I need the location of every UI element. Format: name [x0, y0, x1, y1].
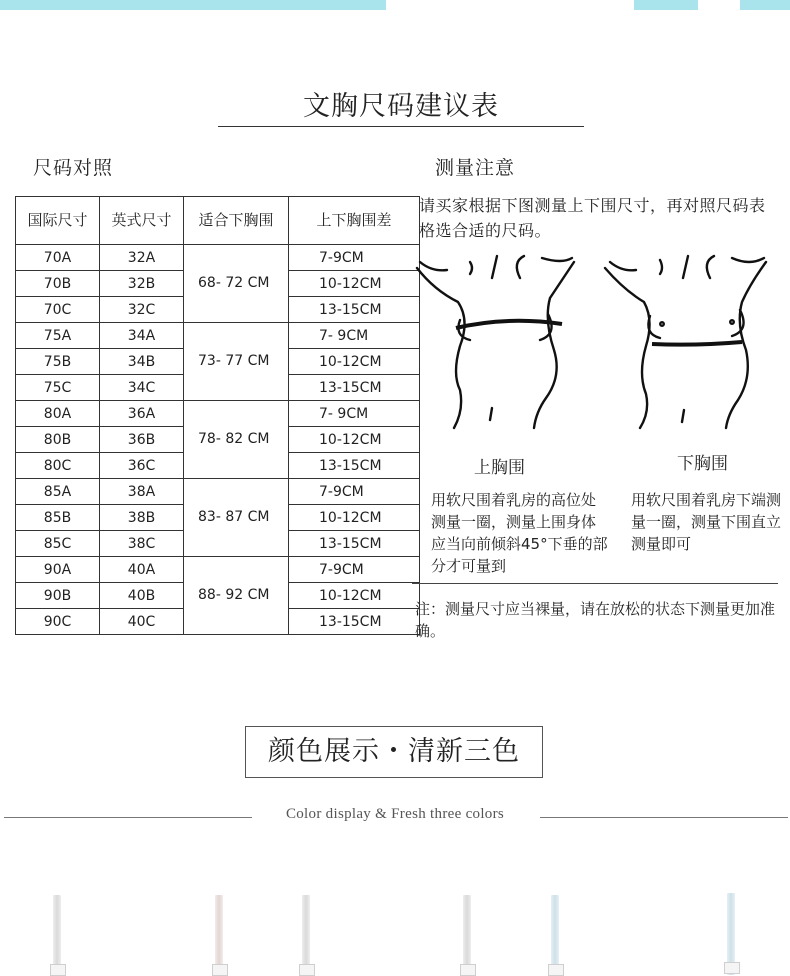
underbust-range-cell: 68- 72 CM [184, 245, 289, 323]
table-row [16, 401, 420, 427]
under-bust-description: 用软尺围着乳房下端测量一圈，测量下围直立测量即可 [631, 491, 782, 553]
uk-size-cell: 40A [100, 557, 184, 583]
uk-size-cell: 40C [100, 609, 184, 635]
size-table [15, 196, 420, 635]
intl-size-cell: 90B [16, 583, 100, 609]
uk-size-cell: 38B [100, 505, 184, 531]
uk-size-cell: 34C [100, 375, 184, 401]
difference-cell: 13-15CM [289, 609, 420, 635]
intl-size-cell: 85A [16, 479, 100, 505]
measure-heading: 测量注意 [435, 157, 516, 179]
strap-buckle [724, 962, 740, 974]
uk-size-cell: 32A [100, 245, 184, 271]
strap-buckle [299, 964, 315, 976]
col-header-uk: 英式尺寸 [100, 197, 184, 245]
upper-bust-figure [412, 250, 582, 435]
difference-cell: 7- 9CM [289, 323, 420, 349]
uk-size-cell: 32C [100, 297, 184, 323]
under-bust-figure [600, 250, 775, 435]
underbust-range-cell: 83- 87 CM [184, 479, 289, 557]
difference-cell: 13-15CM [289, 297, 420, 323]
uk-size-cell: 38A [100, 479, 184, 505]
size-chart-heading: 尺码对照 [33, 157, 114, 179]
upper-bust-description: 用软尺围着乳房的高位处测量一圈，测量上围身体应当向前倾斜45°下垂的部分才可量到 [431, 491, 608, 575]
col-header-underbust: 适合下胸围 [184, 197, 289, 245]
table-row [16, 323, 420, 349]
section-divider [412, 583, 778, 584]
table-row [16, 557, 420, 583]
underbust-range-cell: 88- 92 CM [184, 557, 289, 635]
top-accent-bar [740, 0, 790, 10]
uk-size-cell: 36C [100, 453, 184, 479]
subtitle-divider-right [540, 817, 788, 818]
uk-size-cell: 32B [100, 271, 184, 297]
intl-size-cell: 80B [16, 427, 100, 453]
intl-size-cell: 80C [16, 453, 100, 479]
uk-size-cell: 34A [100, 323, 184, 349]
intl-size-cell: 70A [16, 245, 100, 271]
strap-buckle [212, 964, 228, 976]
top-accent-bar [0, 0, 386, 10]
intl-size-cell: 85C [16, 531, 100, 557]
uk-size-cell: 36A [100, 401, 184, 427]
col-header-intl: 国际尺寸 [16, 197, 100, 245]
difference-cell: 10-12CM [289, 271, 420, 297]
difference-cell: 13-15CM [289, 531, 420, 557]
measure-note: 注：测量尺寸应当裸量，请在放松的状态下测量更加准确。 [415, 600, 776, 640]
difference-cell: 7-9CM [289, 245, 420, 271]
uk-size-cell: 36B [100, 427, 184, 453]
uk-size-cell: 34B [100, 349, 184, 375]
colors-banner: 颜色展示・清新三色 [245, 726, 543, 778]
measure-instruction: 请买家根据下图测量上下围尺寸，再对照尺码表格选合适的尺码。 [419, 196, 766, 240]
strap-image-blue [551, 895, 559, 975]
intl-size-cell: 75B [16, 349, 100, 375]
top-accent-bar [634, 0, 698, 10]
strap-buckle [548, 964, 564, 976]
title-underline [218, 126, 584, 127]
difference-cell: 7-9CM [289, 479, 420, 505]
strap-image-white [53, 895, 61, 975]
strap-image-nude [215, 895, 223, 975]
strap-image-grey [463, 895, 471, 975]
intl-size-cell: 70C [16, 297, 100, 323]
upper-bust-label: 上胸围 [474, 458, 525, 478]
difference-cell: 13-15CM [289, 453, 420, 479]
strap-buckle [50, 964, 66, 976]
difference-cell: 10-12CM [289, 505, 420, 531]
difference-cell: 7-9CM [289, 557, 420, 583]
intl-size-cell: 90A [16, 557, 100, 583]
intl-size-cell: 85B [16, 505, 100, 531]
col-header-difference: 上下胸围差 [289, 197, 420, 245]
page-title: 文胸尺码建议表 [303, 91, 499, 122]
intl-size-cell: 75C [16, 375, 100, 401]
table-row [16, 479, 420, 505]
intl-size-cell: 90C [16, 609, 100, 635]
table-row [16, 245, 420, 271]
uk-size-cell: 38C [100, 531, 184, 557]
intl-size-cell: 80A [16, 401, 100, 427]
uk-size-cell: 40B [100, 583, 184, 609]
intl-size-cell: 75A [16, 323, 100, 349]
colors-subtitle: Color display & Fresh three colors [285, 806, 505, 822]
strap-image-grey [302, 895, 310, 975]
difference-cell: 13-15CM [289, 375, 420, 401]
strap-buckle [460, 964, 476, 976]
underbust-range-cell: 73- 77 CM [184, 323, 289, 401]
difference-cell: 7- 9CM [289, 401, 420, 427]
difference-cell: 10-12CM [289, 349, 420, 375]
intl-size-cell: 70B [16, 271, 100, 297]
difference-cell: 10-12CM [289, 583, 420, 609]
underbust-range-cell: 78- 82 CM [184, 401, 289, 479]
difference-cell: 10-12CM [289, 427, 420, 453]
under-bust-label: 下胸围 [677, 454, 728, 474]
